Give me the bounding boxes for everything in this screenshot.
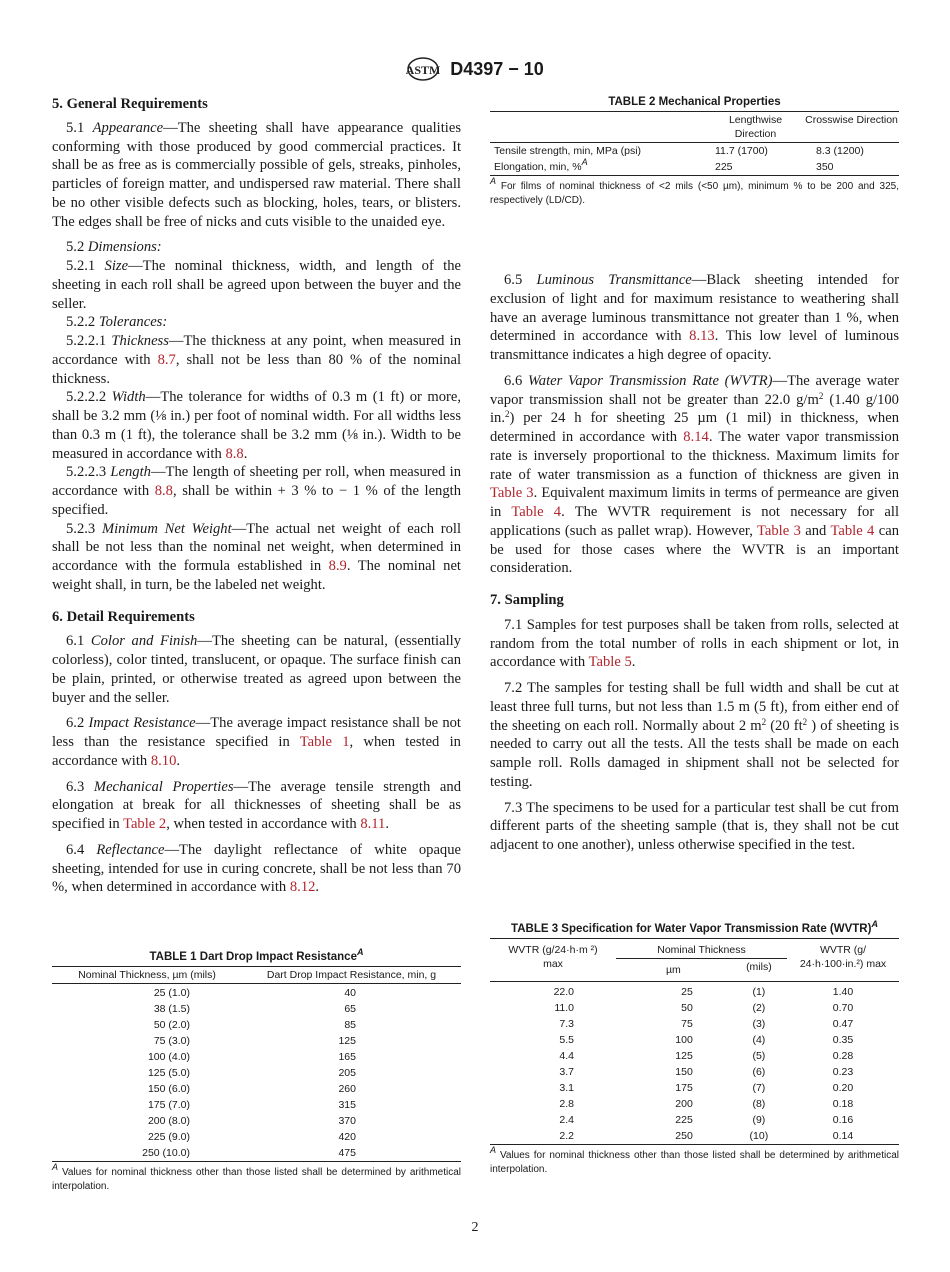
italic-term: Dimensions: — [87, 239, 162, 256]
paragraph — [490, 679, 899, 792]
cross-reference-link[interactable]: 8.13 — [689, 328, 715, 345]
paragraph — [52, 332, 461, 388]
text: —The average water vapor transmission shall not be greater than 22.0 g/m — [490, 372, 900, 408]
text: 7.2 The samples for testing shall be full width and shall be cut at least three full turns, but not less than 1.5 m (5 ft), from either end of the sheeting on each roll. Normally about 2 m — [490, 680, 899, 734]
cross-reference-link[interactable]: 8.9 — [328, 558, 347, 574]
cell: 4.4 — [559, 1050, 574, 1062]
text: 5.2.2.2 — [66, 389, 112, 406]
table-row — [490, 1096, 899, 1112]
text: . This low level of luminous transmittance indicates a high degree of opacity. — [490, 328, 900, 363]
cell: 200 — [675, 1098, 693, 1110]
italic-term: Width — [111, 389, 146, 406]
cross-reference-link[interactable]: Table 3 — [490, 485, 534, 502]
text: —The average tensile strength and elongation at break for all thicknesses of sheeting shall be as specified in — [52, 778, 462, 832]
cell: 225 — [715, 161, 733, 173]
table-2-mechanical-properties — [490, 95, 899, 208]
column-group-header: Nominal Thickness — [616, 939, 787, 959]
cell: 175 (7.0) — [147, 1099, 190, 1111]
paragraph — [52, 463, 461, 519]
astm-logo-icon — [406, 56, 440, 82]
cell: 165 — [338, 1051, 356, 1063]
text: —The length of sheeting per roll, when measured in accordance with — [52, 464, 462, 499]
cell: 25 (1.0) — [153, 987, 190, 999]
table-caption — [52, 947, 461, 964]
text: . — [385, 816, 389, 832]
text: can be used for those cases where the WVTR is an important consideration. — [490, 522, 899, 577]
row-label: Tensile strength, min, MPa (psi) — [494, 145, 642, 157]
cell: 2.2 — [559, 1130, 574, 1142]
table-row — [52, 1145, 461, 1162]
superscript: 2 — [802, 716, 808, 727]
footnote-mark: A — [871, 919, 878, 929]
table-row — [490, 1048, 899, 1064]
text: (20 ft — [766, 717, 803, 734]
footnote-mark: A — [52, 1162, 59, 1172]
text: 6.2 — [66, 715, 89, 732]
table-caption — [490, 919, 899, 936]
cross-reference-link[interactable]: 8.10 — [150, 752, 177, 769]
cell: 1.40 — [832, 986, 854, 998]
footnote-mark: A — [356, 947, 364, 957]
column-header: Nominal Thickness, µm (mils) — [78, 969, 216, 981]
paragraph — [52, 841, 461, 897]
table-row — [490, 1000, 899, 1016]
section-heading: 5. General Requirements — [52, 96, 208, 112]
caption-text: TABLE 3 Specification for Water Vapor Transmission Rate (WVTR) — [511, 923, 872, 935]
text: 7.1 Samples for test purposes shall be taken from rolls, selected at random from the total number of rolls in each shipment or lot, in accordance with — [490, 616, 899, 671]
column-header: (mils) — [746, 961, 772, 973]
page-number: 2 — [471, 1220, 479, 1235]
cell: 7.3 — [559, 1018, 574, 1030]
paragraph — [52, 313, 461, 332]
cross-reference-link[interactable]: 8.12 — [289, 879, 316, 896]
table-row — [490, 159, 899, 176]
cell: 5.5 — [559, 1034, 574, 1046]
text: . — [315, 879, 320, 896]
text: and — [800, 522, 831, 539]
text: —The thickness at any point, when measured in accordance with — [52, 333, 462, 368]
table-row — [52, 1049, 461, 1065]
cross-reference-link[interactable]: 8.8 — [225, 445, 244, 462]
text: 6.6 — [504, 372, 528, 389]
footnote-text: For films of nominal thickness of <2 mils (<50 µm), minimum % to be 200 and 325, respectively (LD/CD). — [490, 181, 899, 206]
section-heading: 7. Sampling — [490, 592, 564, 608]
cell: (5) — [752, 1050, 766, 1062]
text: 6.4 — [66, 841, 97, 858]
paragraph — [490, 372, 899, 578]
cell: 75 — [681, 1018, 693, 1030]
cell: (6) — [752, 1066, 766, 1078]
paragraph — [52, 714, 461, 770]
cell: 38 (1.5) — [153, 1003, 190, 1015]
table-row — [490, 982, 899, 1001]
right-column — [490, 271, 899, 855]
page-header — [0, 56, 950, 82]
italic-term: Minimum Net Weight — [101, 520, 232, 537]
text: , when tested in accordance with — [52, 734, 461, 769]
cell: 125 (5.0) — [147, 1067, 190, 1079]
footnote-mark: A — [490, 1145, 497, 1155]
cell: 65 — [344, 1003, 356, 1015]
cross-reference-link[interactable]: 8.11 — [360, 816, 386, 832]
italic-term: Thickness — [111, 333, 169, 349]
table-footnote — [52, 1162, 461, 1194]
table-row — [490, 1128, 899, 1145]
cross-reference-link[interactable]: 8.8 — [154, 483, 173, 499]
table-footnote — [490, 176, 899, 208]
cell: 200 (8.0) — [147, 1115, 190, 1127]
text: 5.2.1 — [66, 258, 105, 274]
text: —The tolerance for widths of 0.3 m (1 ft) or more, shall be 3.2 mm (⅛ in.) per foot of nominal width. For all widths less than 0.3 m (1 ft), the tolerance shall be 3.2 mm (⅛ in.). Width to be measured in accordance with — [52, 389, 462, 462]
table-row — [52, 1017, 461, 1033]
text: —The sheeting shall have appearance qualities conforming with those produced by good commercial practices. It shall be as free as is commercially possible of gels, streaks, pinholes, particles of foreign matter, and undispersed raw material. There shall be no other visible defects such as blocking, holes, tears, or blisters. The edges shall be free of nicks and cuts visible to the unaided eye. — [52, 119, 461, 230]
table-row — [490, 1112, 899, 1128]
cell: (8) — [752, 1098, 766, 1110]
cell: (1) — [752, 986, 766, 998]
table-row — [52, 984, 461, 1002]
text: 5.2.2 — [66, 314, 99, 331]
text: 5.2.2.3 — [66, 464, 111, 481]
superscript: 2 — [505, 409, 510, 420]
cell: 205 — [338, 1067, 356, 1079]
table-row — [52, 1001, 461, 1017]
superscript: 2 — [761, 716, 767, 727]
cell: 25 — [681, 986, 693, 998]
text: 6.3 — [66, 778, 94, 795]
text: . — [243, 445, 248, 462]
cell: (2) — [752, 1002, 766, 1014]
text: . Equivalent maximum limits in terms of permeance are given in — [490, 485, 899, 520]
text: 6.1 — [66, 633, 91, 650]
table-row — [52, 1097, 461, 1113]
footnote-text: Values for nominal thickness other than those listed shall be determined by arithmetical interpolation. — [52, 1167, 461, 1192]
text: ) per 24 h for sheeting 25 µm (1 mil) in thickness, when determined in accordance with — [490, 410, 899, 445]
table-row — [52, 1065, 461, 1081]
paragraph — [52, 257, 461, 313]
cell: 370 — [338, 1115, 356, 1127]
cross-reference-link[interactable]: Table 1 — [299, 734, 350, 750]
cell: 8.3 (1200) — [816, 145, 864, 157]
cell: 85 — [344, 1019, 356, 1031]
cross-reference-link[interactable]: Table 4 — [830, 522, 875, 539]
text: —Black sheeting intended for exclusion of light and for maximum resistance to weathering shall have an average luminous transmittance not greater than 1 %, when determined in accordance with — [490, 272, 900, 345]
cross-reference-link[interactable]: Table 2 — [123, 816, 167, 832]
column-header: Dart Drop Impact Resistance, min, g — [266, 969, 437, 981]
text: —The nominal thickness, width, and length of the sheeting in each roll shall be agreed upon between the buyer and the seller. — [52, 258, 461, 312]
section-heading: 6. Detail Requirements — [52, 608, 195, 625]
cell: 150 (6.0) — [147, 1083, 190, 1095]
paragraph — [52, 778, 461, 834]
cell: 2.8 — [559, 1098, 574, 1110]
table-3-wvtr — [490, 919, 899, 1177]
cell: 260 — [338, 1083, 356, 1095]
table-row — [490, 143, 899, 160]
italic-term: Mechanical Properties — [93, 778, 234, 795]
paragraph — [52, 632, 461, 707]
text: . The nominal net weight shall, in turn, be the labeled net weight. — [52, 558, 461, 593]
text: —The daylight reflectance of white opaque sheeting, intended for use in curing concrete, shall be not less than 70 %, when determined in accordance with — [52, 841, 461, 896]
cell: 2.4 — [559, 1114, 574, 1126]
cell: 0.14 — [832, 1130, 854, 1142]
cell: 0.47 — [832, 1018, 854, 1030]
text: —The sheeting can be natural, (essentially colorless), color tinted, translucent, or opaque. The surface finish can be plain, printed, or otherwise treated as agreed upon between the buyer and the seller. — [52, 633, 461, 706]
text: 5.2.3 — [66, 520, 102, 537]
text: 5.1 — [66, 119, 93, 136]
cell: 3.7 — [559, 1066, 574, 1078]
text: 6.5 — [504, 272, 537, 288]
column-header: WVTR (g/ 24·h·100·in.²) max — [799, 944, 887, 970]
cell: 0.35 — [832, 1034, 854, 1046]
caption-text: TABLE 1 Dart Drop Impact Resistance — [149, 951, 357, 963]
cell: (3) — [752, 1018, 766, 1030]
column-header: Crosswise Direction — [805, 114, 898, 126]
cell: (7) — [752, 1082, 766, 1094]
cell: 250 (10.0) — [142, 1147, 190, 1159]
paragraph — [490, 799, 899, 855]
paragraph — [52, 388, 461, 463]
italic-term: Luminous Transmittance — [536, 272, 692, 288]
column-header: µm — [666, 964, 681, 976]
text: , shall be within + 3 % to − 1 % of the length specified. — [52, 483, 461, 518]
text: —The average impact resistance shall be not less than the resistance specified in — [52, 715, 461, 750]
cell: 50 (2.0) — [153, 1019, 190, 1031]
cell: 125 — [338, 1035, 356, 1047]
table-row — [52, 1129, 461, 1145]
cell: 175 — [675, 1082, 693, 1094]
text: 5.2.2.1 — [66, 333, 112, 349]
footnote-text: Values for nominal thickness other than those listed shall be determined by arithmetical interpolation. — [490, 1150, 899, 1175]
cell: 225 (9.0) — [147, 1131, 190, 1143]
cell: 0.70 — [832, 1002, 854, 1014]
table-row — [52, 1033, 461, 1049]
document-id: D4397 − 10 — [450, 58, 544, 79]
text: . The WVTR requirement is not necessary for all applications (such as pallet wrap). However, — [490, 504, 900, 539]
paragraph — [52, 520, 461, 595]
text: (1.40 g/100 in. — [490, 391, 899, 427]
cell: 75 (3.0) — [153, 1035, 190, 1047]
italic-term: Length — [110, 464, 151, 481]
paragraph — [52, 238, 461, 257]
cell: 150 — [675, 1066, 693, 1078]
cell: 0.20 — [832, 1082, 854, 1094]
superscript: 2 — [818, 390, 824, 401]
table-row — [490, 1032, 899, 1048]
text: , shall not be less than 80 % of the nominal thickness. — [52, 351, 462, 387]
svg-text:ASTM: ASTM — [406, 63, 441, 77]
left-column — [52, 95, 461, 897]
column-header: Lengthwise Direction — [728, 114, 783, 140]
text: —The actual net weight of each roll shall be not less than the nominal net weight, when determined in accordance with the formula established in — [52, 520, 462, 574]
cell: (10) — [749, 1130, 769, 1142]
italic-term: Water Vapor Transmission Rate (WVTR) — [527, 372, 773, 389]
cell: (9) — [752, 1114, 766, 1126]
text: . — [176, 752, 181, 769]
cell: 420 — [338, 1131, 356, 1143]
cell: (4) — [752, 1034, 766, 1046]
table-1-dart-drop-impact — [52, 947, 461, 1194]
paragraph — [490, 271, 899, 365]
cross-reference-link[interactable]: 8.14 — [683, 429, 709, 445]
italic-term: Reflectance — [96, 841, 165, 858]
table-row — [490, 1064, 899, 1080]
cell: 50 — [681, 1002, 693, 1014]
paragraph — [490, 616, 899, 672]
text: . The water vapor transmission rate is inversely proportional to the thickness. Maximum limits for rate of water transmission as a function of thickness are given in — [490, 429, 899, 483]
cell: 315 — [338, 1099, 356, 1111]
cell: 0.28 — [832, 1050, 854, 1062]
cross-reference-link[interactable]: Table 3 — [756, 522, 801, 539]
cell: 475 — [338, 1147, 356, 1159]
text: ) of sheeting is needed to carry out all the tests. All the tests shall be made on each sample roll. Rolls damaged in shipment shall not be selected for testing. — [490, 717, 899, 790]
footnote-mark: A — [581, 157, 588, 167]
cell: 0.23 — [832, 1066, 854, 1078]
cross-reference-link[interactable]: 8.7 — [157, 351, 176, 368]
cell: 225 — [675, 1114, 693, 1126]
column-header: WVTR (g/24·h·m ²) max — [508, 944, 598, 970]
cell: 100 (4.0) — [147, 1051, 190, 1063]
cell: 40 — [344, 987, 356, 999]
text: 7.3 The specimens to be used for a particular test shall be cut from different parts of the sheeting sample (that is, they shall not be cut adjacent to one another), unless otherwise specified in the test. — [490, 799, 899, 853]
italic-term: Appearance — [92, 119, 164, 136]
table-row — [52, 1113, 461, 1129]
table-footnote — [490, 1145, 899, 1177]
cell: 125 — [675, 1050, 693, 1062]
cell: 11.7 (1700) — [715, 145, 768, 157]
italic-term: Color and Finish — [90, 633, 198, 650]
cell: 100 — [675, 1034, 693, 1046]
table-caption: TABLE 2 Mechanical Properties — [608, 96, 781, 108]
cell: 250 — [675, 1130, 693, 1142]
cell: 3.1 — [559, 1082, 574, 1094]
text: . — [631, 654, 636, 671]
text: 5.2 — [66, 239, 88, 256]
cross-reference-link[interactable]: Table 4 — [511, 504, 562, 520]
cell: 350 — [816, 161, 834, 173]
table-row — [490, 1080, 899, 1096]
table-row — [490, 1016, 899, 1032]
italic-term: Size — [104, 258, 129, 274]
footnote-mark: A — [490, 176, 497, 186]
paragraph — [52, 119, 461, 232]
italic-term: Tolerances: — [98, 314, 168, 331]
cell: 22.0 — [553, 986, 574, 998]
cell: 0.18 — [832, 1098, 854, 1110]
italic-term: Impact Resistance — [88, 715, 196, 732]
cell: 0.16 — [832, 1114, 854, 1126]
row-label: Elongation, min, % — [494, 161, 582, 173]
cell: 11.0 — [554, 1002, 574, 1014]
table-row — [52, 1081, 461, 1097]
text: , when tested in accordance with — [166, 816, 361, 832]
cross-reference-link[interactable]: Table 5 — [588, 654, 632, 671]
